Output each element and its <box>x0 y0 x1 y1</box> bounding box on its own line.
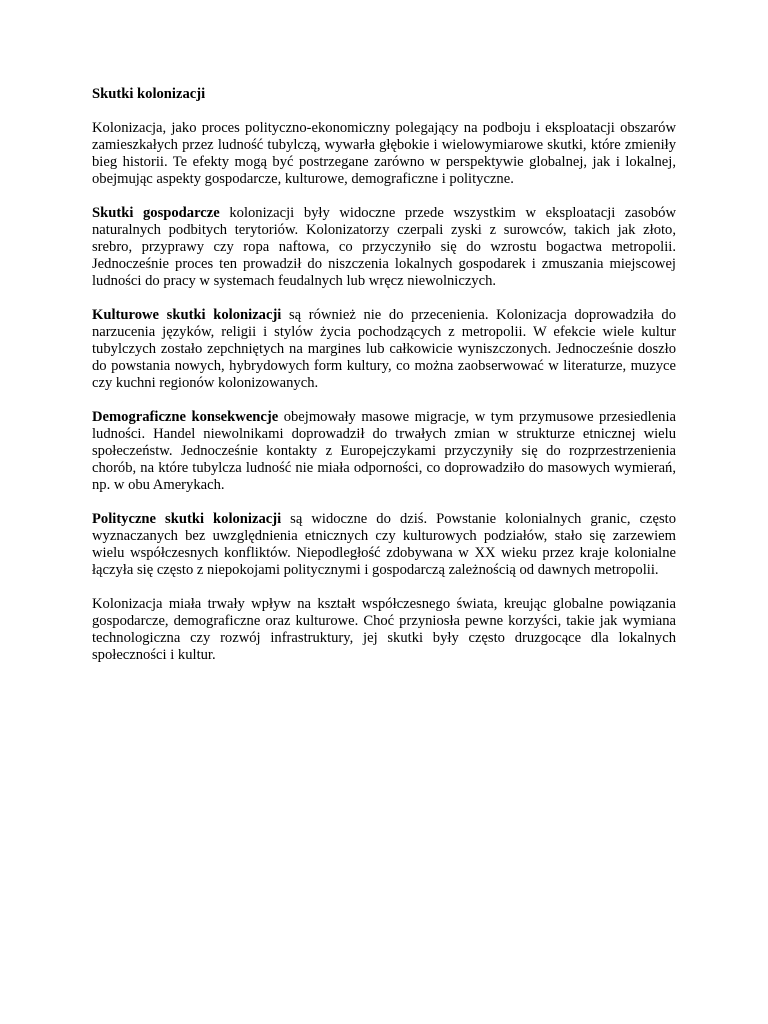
paragraph-text: są widoczne do dziś. Powstanie kolonialnych granic, często wyznaczanych bez uwzględnienia etnicznych czy kulturowych podziałów, stało się zarzewiem wielu współczesnych konfliktów. Niepodległość zdobywana w XX wieku przez kraje kolonialne łączyła się często z niepokojami politycznymi i gospodarczą zależnością od dawnych metropolii. <box>92 511 676 578</box>
paragraph-political <box>92 511 676 579</box>
paragraph-demographic <box>92 409 676 494</box>
paragraph-cultural <box>92 307 676 392</box>
document-page <box>92 86 676 681</box>
paragraph-intro <box>92 120 676 188</box>
paragraph-text: Kolonizacja miała trwały wpływ na kształt współczesnego świata, kreując globalne powiązania gospodarcze, demograficzne oraz kulturowe. Choć przyniosła pewne korzyści, takie jak wymiana technologiczna czy rozwój infrastruktury, jej skutki były często druzgocące dla lokalnych społeczności i kultur. <box>92 596 676 663</box>
paragraph-lead: Skutki gospodarcze <box>92 205 220 221</box>
document-title: Skutki kolonizacji <box>92 86 206 102</box>
paragraph-text: obejmowały masowe migracje, w tym przymusowe przesiedlenia ludności. Handel niewolnikami doprowadził do trwałych zmian w strukturze etnicznej wielu społeczeństw. Jednocześnie kontakty z Europejczykami przyczyniły się do rozprzestrzenienia chorób, na które tubylcza ludność nie miała odporności, co doprowadziło do masowych wymierań, np. w obu Amerykach. <box>92 409 676 493</box>
paragraph-text: kolonizacji były widoczne przede wszystkim w eksploatacji zasobów naturalnych podbitych terytoriów. Kolonizatorzy czerpali zyski z surowców, takich jak złoto, srebro, przyprawy czy ropa naftowa, co przyczyniło się do wzrostu bogactwa metropolii. Jednocześnie proces ten prowadził do niszczenia lokalnych gospodarek i zmuszania miejscowej ludności do pracy w systemach feudalnych lub wręcz niewolniczych. <box>92 205 676 289</box>
paragraph-conclusion <box>92 596 676 664</box>
paragraph-text: Kolonizacja, jako proces polityczno-ekonomiczny polegający na podboju i eksploatacji obszarów zamieszkałych przez ludność tubylczą, wywarła głębokie i wielowymiarowe skutki, które zmieniły bieg historii. Te efekty mogą być postrzegane zarówno w perspektywie globalnej, jak i lokalnej, obejmując aspekty gospodarcze, kulturowe, demograficzne i polityczne. <box>92 120 676 187</box>
paragraph-lead: Demograficzne konsekwencje <box>92 409 279 425</box>
paragraph-lead: Polityczne skutki kolonizacji <box>92 511 282 527</box>
paragraph-text: są również nie do przecenienia. Kolonizacja doprowadziła do narzucenia języków, religii i stylów życia pochodzących z metropolii. W efekcie wiele kultur tubylczych zostało zepchniętych na margines lub całkowicie wyniszczonych. Jednocześnie doszło do powstania nowych, hybrydowych form kultury, co można zaobserwować w literaturze, muzyce czy kuchni regionów kolonizowanych. <box>92 307 676 391</box>
paragraph-economic <box>92 205 676 290</box>
paragraph-lead: Kulturowe skutki kolonizacji <box>92 307 282 323</box>
